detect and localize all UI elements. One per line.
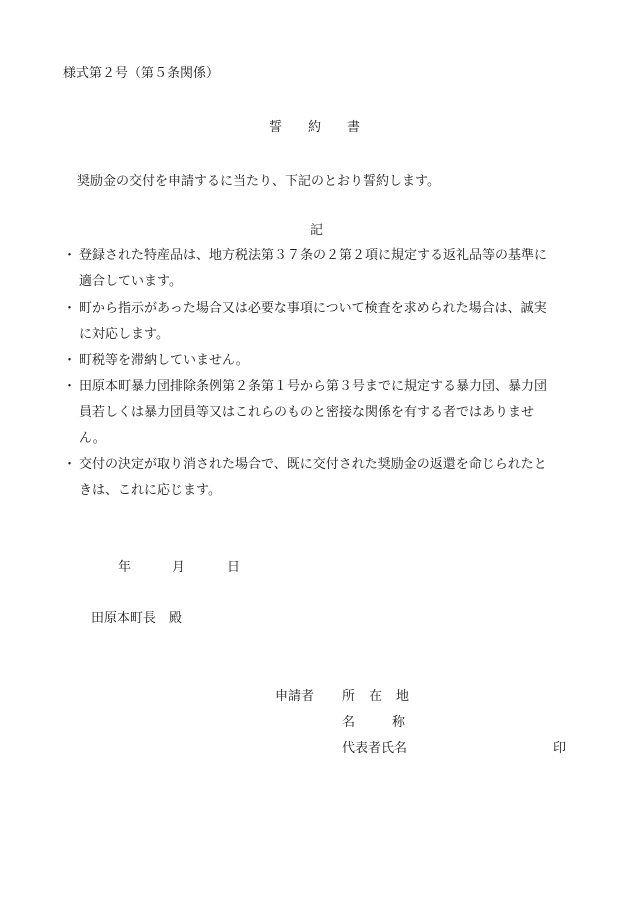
- pledge-item: [63, 296, 571, 348]
- bullet-mark: ・: [63, 457, 77, 472]
- address-label-char: 所: [342, 689, 356, 704]
- pledge-item-text: 登録された特産品は、地方税法第３７条の２第２項に規定する返礼品等の基準に 適合しています。: [79, 248, 548, 289]
- address-label-char: 地: [396, 689, 410, 704]
- date-year-label: 年: [118, 560, 132, 575]
- document-title: [269, 121, 360, 134]
- pledge-item: [63, 243, 571, 295]
- date-month-label: 月: [172, 560, 186, 575]
- pledge-item-text: 田原本町暴力団排除条例第２条第１号から第３号までに規定する暴力団、暴力団 員若しくは暴力団員等又はこれらのものと密接な関係を有する者ではありませ ん。: [79, 379, 548, 446]
- name-field-label: [342, 716, 405, 729]
- representative-field-label: 代表者氏名: [342, 741, 408, 756]
- name-label-char: 称: [392, 715, 406, 730]
- form-number: 様式第２号（第５条関係）: [63, 66, 220, 81]
- addressee: [91, 612, 182, 625]
- ki-heading: 記: [310, 223, 324, 238]
- applicant-label: 申請者: [275, 689, 315, 704]
- pledge-item: [63, 452, 571, 504]
- address-label-char: 在: [369, 689, 383, 704]
- date-day-label: 日: [227, 560, 241, 575]
- title-char: 誓: [269, 120, 283, 135]
- bullet-mark: ・: [63, 248, 77, 263]
- pledge-item-text: 町から指示があった場合又は必要な事項について検査を求められた場合は、誠実 に対応します。: [79, 301, 547, 342]
- bullet-mark: ・: [63, 301, 77, 316]
- bullet-mark: ・: [63, 379, 77, 394]
- seal-mark: 印: [553, 741, 567, 756]
- pledge-item: [63, 348, 571, 374]
- pledge-item-text: 交付の決定が取り消された場合で、既に交付された奨励金の返還を命じられたと きは、これに応じます。: [79, 457, 547, 498]
- title-char: 約: [308, 120, 322, 135]
- addressee-name: 田原本町長: [91, 611, 157, 626]
- address-field-label: [342, 690, 409, 703]
- addressee-honorific: 殿: [169, 611, 183, 626]
- intro-statement: 奨励金の交付を申請するに当たり、下記のとおり誓約します。: [77, 174, 440, 189]
- pledge-item-text: 町税等を滞納していません。: [79, 353, 249, 368]
- bullet-mark: ・: [63, 353, 77, 368]
- pledge-item: [63, 374, 571, 452]
- name-label-char: 名: [342, 715, 356, 730]
- title-char: 書: [347, 120, 361, 135]
